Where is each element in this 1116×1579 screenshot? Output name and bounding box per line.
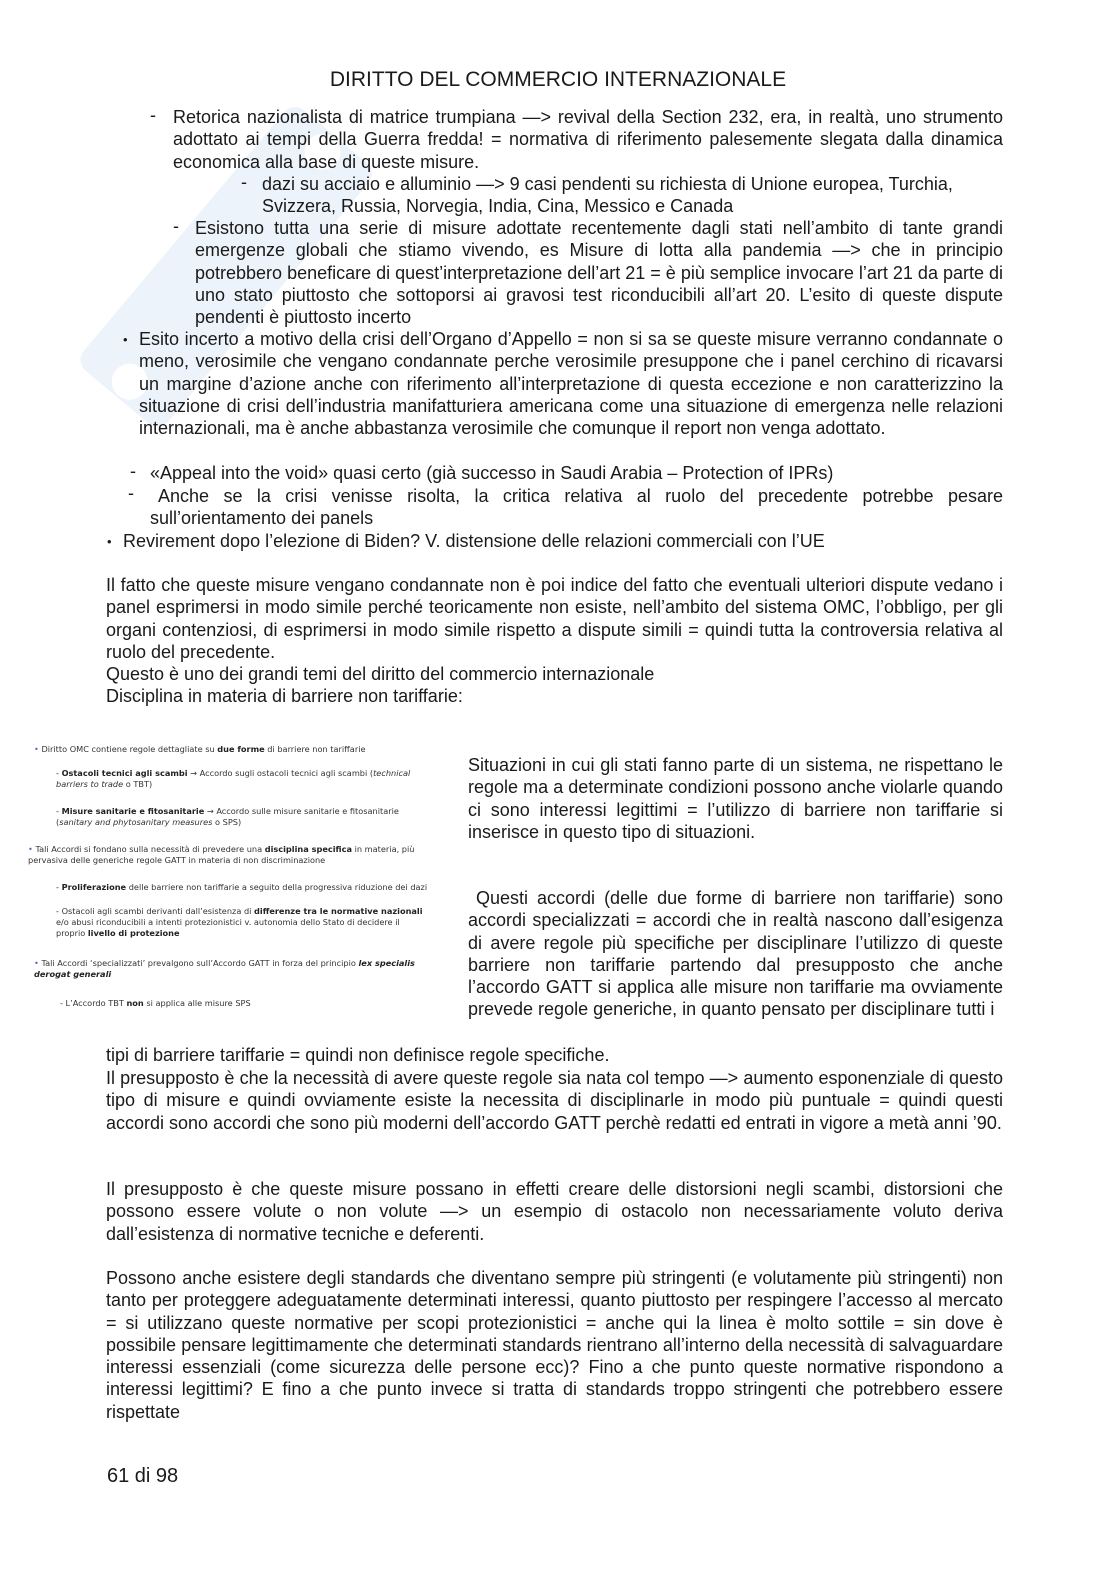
paragraph-disciplina-heading: Disciplina in materia di barriere non tariffarie: [106, 686, 463, 706]
bullet-crisi-risolta: Anche se la crisi venisse risolta, la critica relativa al ruolo del precedente potrebbe pesare sull’orientamento dei panels [150, 486, 1003, 529]
bullet-dot: • [123, 332, 128, 347]
bullet-dazi: dazi su acciaio e alluminio —> 9 casi pendenti su richiesta di Unione europea, Turchia, Svizzera, Russia, Norvegia, India, Cina, Messico e Canada [262, 174, 953, 217]
bullet-section-232: Retorica nazionalista di matrice trumpiana —> revival della Section 232, era, in realtà, uno strumento adottato ai tempi della Guerra fredda! = normativa di riferimento palesemente slegata dalla dinamica economica alla base di queste misure. [173, 107, 1003, 172]
slide-excerpt [28, 738, 438, 1038]
slide-line: - Misure sanitarie e fitosanitarie → Accordo sulle misure sanitarie e fitosanitarie (sanitary and phytosanitary measures o SPS) [56, 806, 399, 827]
paragraph-barriere-tariffarie: tipi di barriere tariffarie = quindi non definisce regole specifiche. [106, 1045, 610, 1065]
dash-marker: - [150, 105, 156, 125]
slide-line: - L’Accordo TBT non si applica alle misure SPS [60, 998, 251, 1008]
paragraph-grandi-temi: Questo è uno dei grandi temi del diritto del commercio internazionale [106, 664, 655, 684]
paragraph-situazioni: Situazioni in cui gli stati fanno parte di un sistema, ne rispettano le regole ma a determinate condizioni possono anche violarle quando ci sono interessi legittimi = l’utilizzo di barriere non tariffarie si inserisce in questo tipo di situazioni. [468, 755, 1003, 842]
slide-line: • Diritto OMC contiene regole dettagliate su due forme di barriere non tariffarie [34, 744, 366, 754]
page-title: DIRITTO DEL COMMERCIO INTERNAZIONALE [329, 68, 787, 91]
paragraph-precedente: Il fatto che queste misure vengano condannate non è poi indice del fatto che eventuali ulteriori dispute vedano i panel esprimersi in modo simile perché teoricamente non esiste, nell’ambito del sistema OMC, l’obbligo, per gli organi contenziosi, di esprimersi in modo simile rispetto a dispute simili = quindi tutta la controversia relativa al ruolo del precedente. [106, 575, 1003, 662]
slide-line: • Tali Accordi si fondano sulla necessità di prevedere una disciplina specifica in materia, più pervasiva delle generiche regole GATT in materia di non discriminazione [28, 844, 415, 865]
paragraph-standards: Possono anche esistere degli standards che diventano sempre più stringenti (e volutamente più stringenti) non tanto per proteggere adeguatamente determinati interessi, quanto piuttosto per respingere l’accesso al mercato = si utilizzano queste normative per scopi protezionistici = anche qui la linea è molto sottile = sin dove è possibile pensare legittimamente che determinati standards rientrano all’interno della necessità di salvaguardare interessi essenziali (come sicurezza delle persone ecc)? Fino a che punto queste normative rispondono a interessi legittimi? E fino a che punto invece si tratta di standards troppo stringenti che potrebbero essere rispettate [106, 1268, 1003, 1422]
bullet-dot: • [107, 534, 112, 549]
slide-line: • Tali Accordi ‘specializzati’ prevalgono sull’Accordo GATT in forza del principio lex specialis derogat generali [34, 958, 415, 979]
dash-marker: - [241, 172, 247, 192]
paragraph-accordi-specializzati: Questi accordi (delle due forme di barriere non tariffarie) sono accordi specializzati = accordi che in realtà nascono dall’esigenza di avere regole più specifiche per disciplinare l’utilizzo di queste barriere non tariffarie partendo dal presupposto che anche l’accordo GATT si applica alle misure non tariffarie ma ovviamente prevede regole generiche, in quanto pensato per disciplinare tutti i [468, 888, 1003, 1020]
bullet-appeal-void: «Appeal into the void» quasi certo (già successo in Saudi Arabia – Protection of IPRs) [150, 463, 834, 483]
bullet-misure-emergenze: Esistono tutta una serie di misure adottate recentemente dagli stati nell’ambito di tante grandi emergenze globali che stiamo vivendo, es Misure di lotta alla pandemia —> che in principio potrebbero beneficare di quest’interpretazione dell’art 21 = è più semplice invocare l’art 21 da parte di uno stato piuttosto che sottoporsi ai gravosi test riconducibili all’art 20. L’esito di queste dispute pendenti è piuttosto incerto [195, 218, 1003, 328]
slide-line: - Ostacoli agli scambi derivanti dall’esistenza di differenze tra le normative nazionali e/o abusi riconducibili a intenti protezionistici v. autonomia dello Stato di decidere il proprio livello di protezione [56, 906, 423, 938]
dash-marker: - [130, 461, 136, 481]
slide-line: - Ostacoli tecnici agli scambi → Accordo sugli ostacoli tecnici agli scambi (technical barriers to trade o TBT) [56, 768, 411, 789]
slide-line: - Proliferazione delle barriere non tariffarie a seguito della progressiva riduzione dei dazi [56, 882, 428, 892]
bullet-esito-incerto: Esito incerto a motivo della crisi dell’Organo d’Appello = non si sa se queste misure verranno condannate o meno, verosimile che vengano condannate perche verosimile presuppone che i panel cerchino di ricavarsi un margine d’azione anche con riferimento all’interpretazione di questa eccezione e non caratterizzino la situazione di crisi dell’industria manifatturiera americana come una situazione di emergenza nelle relazioni internazionali, ma è anche abbastanza verosimile che comunque il report non venga adottato. [139, 329, 1003, 439]
page-number: 61 di 98 [107, 1465, 179, 1487]
paragraph-presupposto-distorsioni: Il presupposto è che queste misure possano in effetti creare delle distorsioni negli scambi, distorsioni che possono essere volute o non volute —> un esempio di ostacolo non necessariamente voluto deriva dall’esistenza di normative tecniche e deferenti. [106, 1179, 1003, 1244]
bullet-biden: Revirement dopo l’elezione di Biden? V. distensione delle relazioni commerciali con l’UE [123, 531, 825, 551]
paragraph-presupposto-necessita: Il presupposto è che la necessità di avere queste regole sia nata col tempo —> aumento esponenziale di questo tipo di misure e quindi ovviamente esiste la necessita di disciplinarle in modo più puntuale = quindi questi accordi sono accordi che sono più moderni dell’accordo GATT perchè redatti ed entrati in vigore a metà anni ’90. [106, 1068, 1003, 1133]
dash-marker: - [128, 483, 134, 503]
dash-marker: - [173, 216, 179, 236]
